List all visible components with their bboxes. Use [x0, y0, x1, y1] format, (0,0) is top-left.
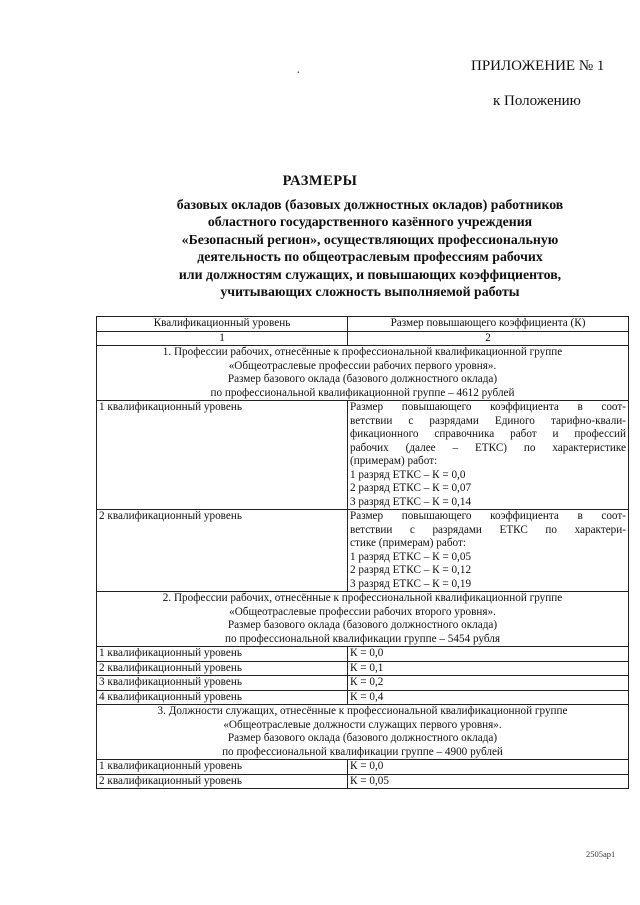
- subtitle-line: учитывающих сложность выполняемой работы: [220, 284, 520, 300]
- table-row: [97, 661, 629, 676]
- level-cell: 2 квалификационный уровень: [97, 510, 348, 592]
- table-column-number-row: [97, 331, 629, 346]
- subtitle-line: областного государственного казённого учреждения: [207, 214, 533, 230]
- section-heading-line: 3. Должности служащих, отнесённые к профессиональной квалификационной группе: [157, 705, 568, 717]
- scan-speck: ·: [296, 66, 301, 81]
- section-heading: [97, 705, 629, 760]
- section-heading-line: Размер базового оклада (базового должностного оклада): [227, 373, 498, 385]
- coefficient-line: 1 разряд ЕТКС – К = 0,0: [350, 468, 466, 481]
- section-heading: [97, 346, 629, 401]
- subtitle-line: «Безопасный регион», осуществляющих профессиональную: [181, 231, 559, 247]
- column-number: 1: [97, 331, 348, 346]
- appendix-label: ПРИЛОЖЕНИЕ № 1: [471, 58, 605, 74]
- coefficient-line: 3 разряд ЕТКС – К = 0,14: [350, 495, 472, 508]
- section-row: [97, 705, 629, 760]
- coefficient-line: ветствии с разрядами ЕТКС по характери-: [350, 523, 626, 536]
- coefficient-line: Размер повышающего коэффициента в соот-: [350, 510, 626, 522]
- coefficient-line: стике (примерам) работ:: [350, 537, 466, 549]
- appendix-reference: к Положению: [493, 93, 581, 109]
- section-heading-line: «Общеотраслевые профессии рабочих второго уровня».: [229, 605, 496, 618]
- section-row: [97, 592, 629, 647]
- subtitle-line: базовых окладов (базовых должностных окладов) работников: [176, 197, 564, 212]
- level-cell: 1 квалификационный уровень: [97, 647, 348, 662]
- coefficients-table: [96, 316, 629, 789]
- table-row: [97, 760, 629, 775]
- coefficient-line: 2 разряд ЕТКС – К = 0,12: [350, 564, 472, 576]
- section-heading-line: Размер базового оклада (базового должностного оклада): [227, 619, 498, 631]
- coefficient-line: 1 разряд ЕТКС – К = 0,05: [350, 550, 472, 563]
- coefficient-line: ветствии с разрядами Единого тарифно-квали-: [350, 414, 626, 427]
- coefficient-line: 2 разряд ЕТКС – К = 0,07: [350, 482, 472, 494]
- coefficient-line: 3 разряд ЕТКС – К = 0,19: [350, 577, 472, 590]
- level-cell: 4 квалификационный уровень: [97, 690, 348, 705]
- document-subtitle: [150, 196, 590, 300]
- coefficient-cell: К = 0,05: [348, 774, 629, 789]
- subtitle-line: деятельность по общеотраслевым профессиям рабочих: [197, 249, 543, 265]
- level-cell: 2 квалификационный уровень: [97, 661, 348, 676]
- section-heading: [97, 592, 629, 647]
- document-title: РАЗМЕРЫ: [282, 173, 358, 189]
- section-heading-line: по профессиональной квалификации группе – 4900 рублей: [222, 745, 503, 758]
- table-header-row: [97, 317, 629, 332]
- coefficient-cell: [348, 401, 629, 510]
- section-heading-line: по профессиональной квалификационной группе – 4612 рублей: [210, 386, 515, 399]
- section-heading-line: «Общеотраслевые профессии рабочих первого уровня».: [228, 359, 497, 372]
- subtitle-line: или должностям служащих, и повышающих коэффициентов,: [178, 266, 562, 282]
- footer-code: 2505ap1: [586, 849, 616, 859]
- coefficient-cell: [348, 510, 629, 592]
- coefficient-cell: К = 0,0: [348, 647, 629, 662]
- coefficient-line: (примерам) работ:: [350, 455, 438, 467]
- level-cell: 1 квалификационный уровень: [97, 401, 348, 510]
- table-row: [97, 690, 629, 705]
- coefficient-cell: К = 0,4: [348, 690, 629, 705]
- coefficient-line: рабочих (далее – ЕТКС) по характеристике: [350, 441, 626, 454]
- column-number: 2: [348, 331, 629, 346]
- section-heading-line: «Общеотраслевые должности служащих первого уровня».: [223, 718, 502, 731]
- table-row: [97, 510, 629, 592]
- section-row: [97, 346, 629, 401]
- column-header-coefficient: Размер повышающего коэффициента (К): [348, 317, 629, 332]
- table-row: [97, 774, 629, 789]
- level-cell: 1 квалификационный уровень: [97, 760, 348, 775]
- coefficient-cell: К = 0,0: [348, 760, 629, 775]
- section-heading-line: Размер базового оклада (базового должностного оклада): [227, 732, 498, 744]
- table-row: [97, 401, 629, 510]
- section-heading-line: 1. Профессии рабочих, отнесённые к профессиональной квалификационной группе: [162, 346, 563, 358]
- table-row: [97, 647, 629, 662]
- coefficient-line: Размер повышающего коэффициента в соот-: [350, 401, 626, 413]
- coefficient-cell: К = 0,2: [348, 676, 629, 691]
- table-row: [97, 676, 629, 691]
- section-heading-line: 2. Профессии рабочих, отнесённые к профессиональной квалификационной группе: [162, 592, 563, 604]
- coefficient-cell: К = 0,1: [348, 661, 629, 676]
- column-header-level: Квалификационный уровень: [97, 317, 348, 332]
- section-heading-line: по профессиональной квалификации группе – 5454 рубля: [224, 632, 501, 645]
- level-cell: 2 квалификационный уровень: [97, 774, 348, 789]
- level-cell: 3 квалификационный уровень: [97, 676, 348, 691]
- coefficient-line: фикационного справочника работ и профессий: [350, 428, 626, 440]
